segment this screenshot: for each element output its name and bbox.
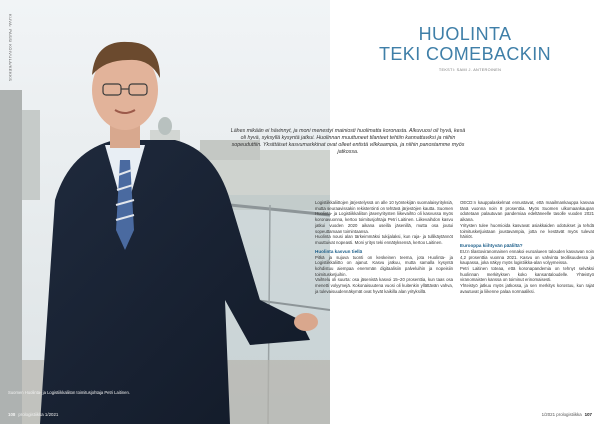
- paragraph: Logistiikkaliittojen järjestelyssä on alle 10 työntekijän suomalaisyrityksiä, mutta seuraavissakin rekisteröinti on tehtävä järjestöjen kautta. Suomen Huolinta- ja Logistiikkaliiton jäsenyritysten liikevaihto oli kasvussa myös koronavuonna, kertoo toimitusjohtaja Petri Laitinen. Liikevaihdon kasvu jatkui vuoden 2020 aikana useilla jäsenillä, mutta osa joutui sopeuttamaan toimintaansa.: [315, 200, 453, 234]
- paragraph: OECD:n kauppalaskelmat ennustavat, että maailmankauppa kasvaa tänä vuonna noin 8 prosenttia. Myös Suomen ulkomaankaupan odotetaan palautuvan pandemiaa edeltäneelle tasolle vuoden 2021 aikana.: [460, 200, 594, 223]
- page-number-right: 107: [584, 412, 592, 417]
- subheading: Huolinta kasvun tiellä: [315, 248, 363, 254]
- headline: [338, 24, 592, 64]
- paragraph: Huolinta nousi alan tärkeimmäksi tukijalaksi, kun raja- ja tullikäytännöt muuttuivat nopeasti. Moni yritys teki ennätyksensä, kertoo Laitinen.: [315, 234, 453, 245]
- paragraph: Petri Laitinen toteaa, että koronapandemia on tehnyt selväksi huolinnan merkityksen koko kansantaloudelle. Yhteistyö viranomaisten kanssa on toiminut erinomaisesti.: [460, 266, 594, 283]
- paragraph: Yritysten tulee huomioida kasvavat asiakkaiden odotukset ja tehdä toimitusketjuistaan joustavampia, jotta ne kestävät myös tulevat häiriöt.: [460, 222, 594, 240]
- paragraph: EU:n tilastoviranomainen ennakoi euroalueen talouden kasvavan noin 4,2 prosenttia vuonna 2021. Kasvu on vahvinta teollisuudessa ja kaupassa, joka näkyy myös logistiikka-alan volyymeissa.: [460, 248, 594, 266]
- publication-right: 1/2021 prologistiikka: [541, 412, 582, 417]
- publication-left: prologistiikka 1/2021: [18, 412, 59, 417]
- headline-line-1: HUOLINTA: [418, 24, 512, 44]
- hand: [294, 313, 318, 331]
- photo-credit: KUVA: PASSI KOIVULA/KEKKS: [8, 14, 13, 82]
- paragraph: Pitkä ja sujuva tuonti on keskeinen teema, jota Huolinta- ja Logistiikkaliitto on ajanut. Kasvu jatkuu, mutta samalla kysyntä kohdistuu aiempaa enemmän digitaalisiin palveluihin ja nopeisiin toimitusketjuihin.: [315, 254, 453, 277]
- body-column-2: [460, 200, 594, 295]
- paragraph: Yhteistyö jatkuu myös jatkossa, ja sen merkitys korostuu, kun rajat avautuvat ja liikenne palaa normaaliksi.: [460, 283, 594, 294]
- body-column-1: [315, 200, 453, 295]
- byline: TEKSTI: SAMI J. ANTEROINEN: [438, 68, 502, 72]
- headline-line-2: TEKI COMEBACKIN: [378, 44, 552, 64]
- paragraph: Vaihtelu oli suurta: osa jäsenistä kasvoi 15–20 prosenttia, kun taas osa menetti volyymejä. Kokonaisuutena vuosi oli kuitenkin yllättävän vahva, ja tulevaisuudennäkymät ovat hyvät kaikilla alan yrityksillä.: [315, 277, 453, 294]
- footer-left: [8, 412, 58, 417]
- dome: [158, 117, 172, 135]
- photo-caption: Suomen Huolinta- ja Logistiikkaliiton toimitusjohtaja Petri Laitinen.: [8, 390, 130, 395]
- lead-paragraph: Lähes mikään ei hävinnyt, ja moni menestyi mainiosti huolimatta koronasta. Alkuvuosi oli hyvä, kesä oli hyvä, syksyllä kysyntä jatkui. Huolinnan muuttuneet tilanteet tehtiin kannattaviksi ja niihin sopeuduttiin. Yksittäiset kasvumarkkinat ovat olleet entistä vilkkaampia, ja niihin panostamme myös jatkossa.: [230, 128, 466, 155]
- subheading: Eurooppa kiihtyvän pääliltä?: [460, 242, 523, 248]
- footer-right: [542, 412, 592, 417]
- page-number-left: 108: [8, 412, 16, 417]
